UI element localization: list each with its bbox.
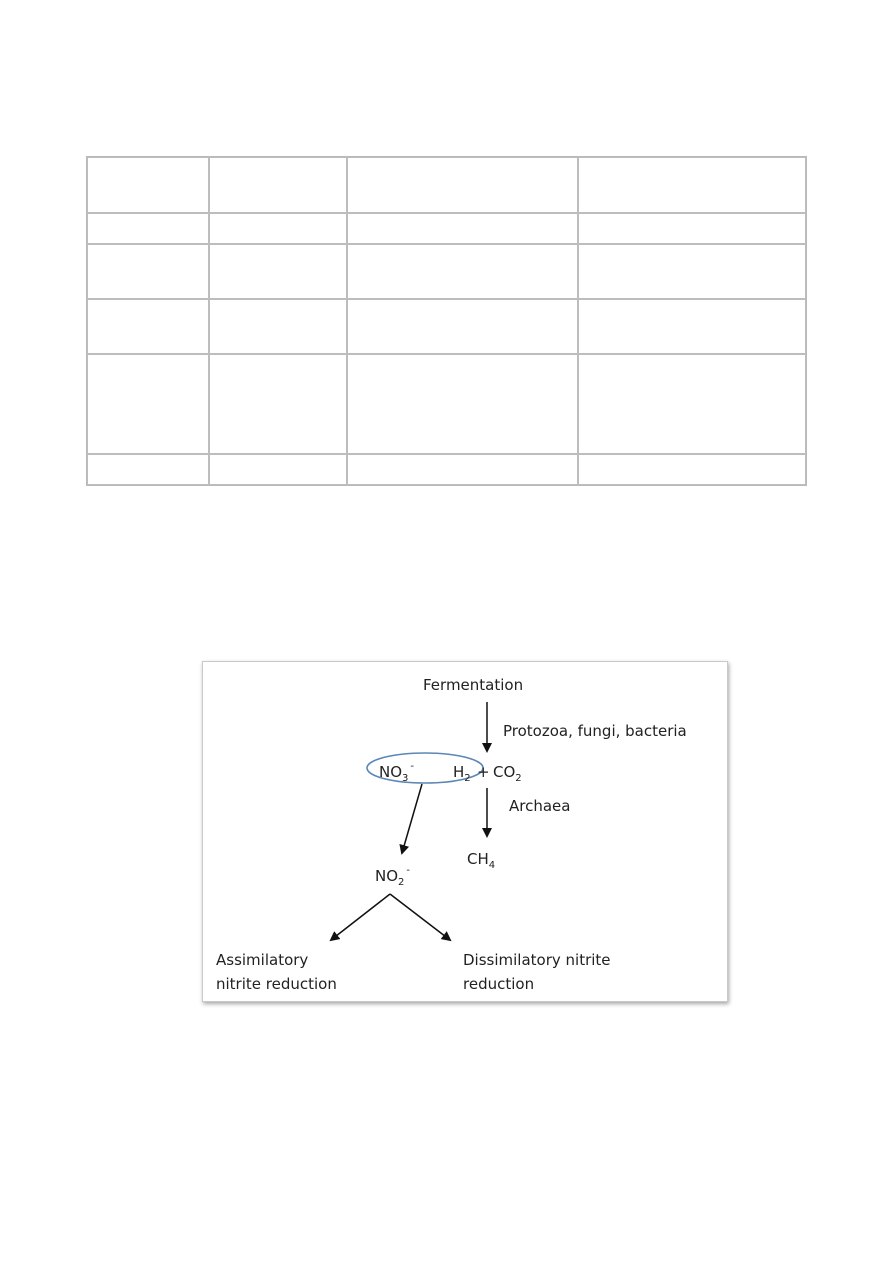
archaea-label: Archaea <box>509 797 571 815</box>
nitrite-label: $NO_2^-$ <box>375 865 411 888</box>
table-cell <box>87 157 209 213</box>
hydrogen-label: $H_2$ <box>453 763 471 784</box>
table-cell <box>578 157 806 213</box>
table-cell <box>347 354 578 454</box>
table-cell <box>578 454 806 485</box>
nitrate-label: $NO_3^-$ <box>379 761 415 784</box>
table-cell <box>87 299 209 354</box>
table-cell <box>347 299 578 354</box>
table-cell <box>578 244 806 299</box>
table-cell <box>209 354 347 454</box>
plus-label: + <box>477 763 490 781</box>
table-cell <box>209 157 347 213</box>
co2-label: $CO_2$ <box>493 763 522 784</box>
table-cell <box>347 157 578 213</box>
table-cell <box>87 454 209 485</box>
methane-label: $CH_4$ <box>467 850 496 871</box>
assimilatory-line2: nitrite reduction <box>216 975 337 993</box>
table-cell <box>87 354 209 454</box>
protozoa-label: Protozoa, fungi, bacteria <box>503 722 687 740</box>
nitrate-to-nitrite-arrow <box>402 784 422 853</box>
table-cell <box>209 213 347 244</box>
dissimilatory-line1: Dissimilatory nitrite <box>463 951 611 969</box>
dissimilatory-line2: reduction <box>463 975 535 993</box>
fermentation-label: Fermentation <box>423 676 524 694</box>
table-cell <box>87 244 209 299</box>
table-cell <box>578 213 806 244</box>
empty-table <box>86 156 807 486</box>
table-cell <box>209 454 347 485</box>
table-cell <box>347 454 578 485</box>
table-cell <box>209 244 347 299</box>
assimilatory-line1: Assimilatory <box>216 951 309 969</box>
table-cell <box>87 213 209 244</box>
table-cell <box>347 244 578 299</box>
assimilatory-arrow <box>331 894 390 940</box>
diagram-svg <box>203 662 729 1003</box>
table-cell <box>209 299 347 354</box>
table-cell <box>578 354 806 454</box>
table-cell <box>578 299 806 354</box>
pathway-diagram <box>202 661 728 1002</box>
dissimilatory-arrow <box>390 894 450 940</box>
table-cell <box>347 213 578 244</box>
